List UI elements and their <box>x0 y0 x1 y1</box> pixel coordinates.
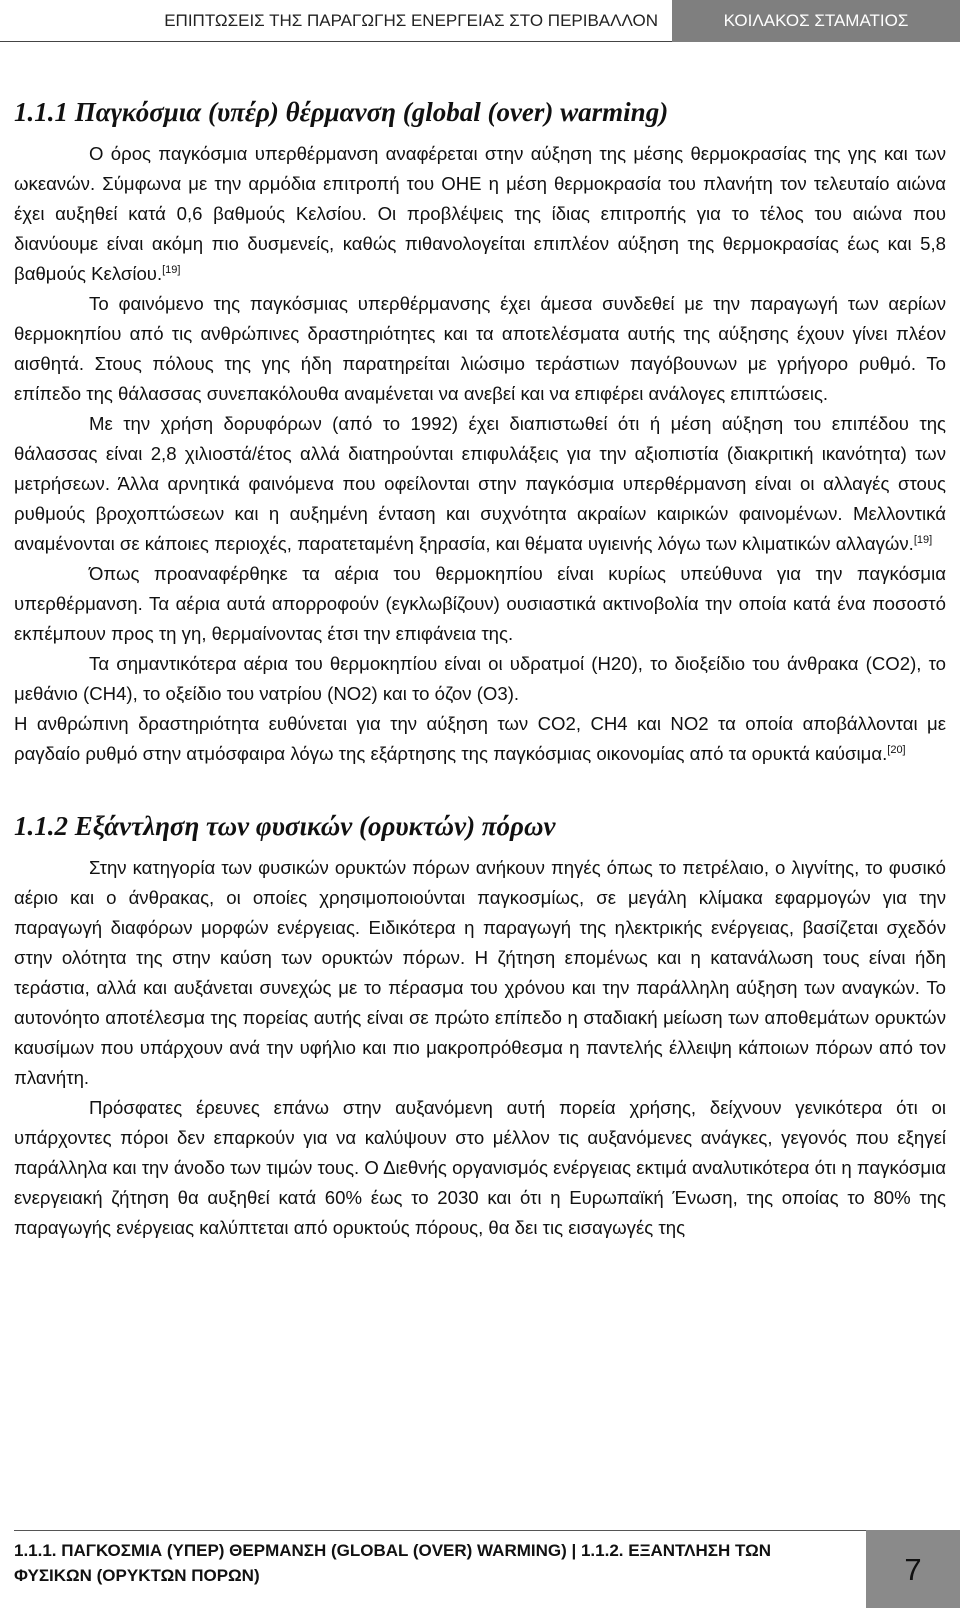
footer-divider <box>14 1530 866 1531</box>
paragraph-text: Ο όρος παγκόσμια υπερθέρμανση αναφέρεται στην αύξηση της μέσης θερμοκρασίας της γης και των ωκεανών. Σύμφωνα με την αρμόδια επιτροπή του ΟΗΕ η μέση θερμοκρασία του πλανήτη τον τελευταίο αιώνα έχει αυξηθεί κατά 0,6 βαθμούς Κελσίου. Οι προβλέψεις της ίδιας επιτροπής για το τέλος του αιώνα που διανύουμε είναι ακόμη πιο δυσμενείς, καθώς πιθανολογείται επιπλέον αύξηση της θερμοκρασίας έως και 5,8 βαθμούς Κελσίου. <box>14 143 946 284</box>
page-footer <box>0 1530 960 1610</box>
citation: [19] <box>913 534 933 546</box>
paragraph <box>14 139 946 289</box>
page-header <box>0 0 960 42</box>
section-heading-1-1-1: 1.1.1 Παγκόσμια (υπέρ) θέρμανση (global (over) warming) <box>14 97 669 127</box>
paragraph-text: Η ανθρώπινη δραστηριότητα ευθύνεται για την αύξηση των CO2, CH4 και NO2 τα οποία αποβάλλονται με ραγδαίο ρυθμό στην ατμόσφαιρα λόγω της εξάρτησης της παγκόσμιας οικονομίας από τα ορυκτά καύσιμα. <box>14 713 946 764</box>
paragraph: Το φαινόμενο της παγκόσμιας υπερθέρμανσης έχει άμεσα συνδεθεί με την παραγωγή των αερίων θερμοκηπίου από τις ανθρώπινες δραστηριότητες και τα αποτελέσματα αυτής της αύξησης έχουν γίνει πλέον αισθητά. Στους πόλους της γης ήδη παρατηρείται λιώσιμο τεράστιων παγόβουνων με γρήγορο ρυθμό. Το επίπεδο της θάλασσας συνεπακόλουθα αναμένεται να ανεβεί και να επιφέρει ανάλογες επιπτώσεις. <box>14 293 946 404</box>
paragraph: Πρόσφατες έρευνες επάνω στην αυξανόμενη αυτή πορεία χρήσης, δείχνουν γενικότερα ότι οι υπάρχοντες πόροι δεν επαρκούν για να καλύψουν στο μέλλον τις αυξανόμενες ανάγκες, γεγονός που εξηγεί παράλληλα και την άνοδο των τιμών τους. Ο Διεθνής οργανισμός ενέργειας εκτιμά αναλυτικότερα ότι η παγκόσμια ενεργειακή ζήτηση θα αυξηθεί κατά 60% έως το 2030 και ότι η Ευρωπαϊκή Ένωση, της οποίας το 80% της παραγωγής ενέργειας καλύπτεται από ορυκτούς πόρους, θα δει τις εισαγωγές της <box>14 1097 946 1238</box>
footer-section-title: 1.1.1. ΠΑΓΚΟΣΜΙΑ (ΥΠΕΡ) ΘΕΡΜΑΝΣΗ (GLOBAL (OVER) WARMING) | 1.1.2. ΕΞΑΝΤΛΗΣΗ ΤΩΝ ΦΥΣΙΚΩΝ (ΟΡΥΚΤΩΝ ΠΟΡΩΝ) <box>14 1541 771 1585</box>
paragraph: Όπως προαναφέρθηκε τα αέρια του θερμοκηπίου είναι κυρίως υπεύθυνα για την παγκόσμια υπερθέρμανση. Τα αέρια αυτά απορροφούν (εγκλωβίζουν) ουσιαστικά ακτινοβολία την οποία κατά ένα ποσοστό εκπέμπουν προς τη γη, θερμαίνοντας έτσι την επιφάνεια της. <box>14 563 946 644</box>
citation: [19] <box>162 264 181 276</box>
paragraph-text: Με την χρήση δορυφόρων (από το 1992) έχει διαπιστωθεί ότι ή μέση αύξηση του επιπέδου της θάλασσας είναι 2,8 χιλιοστά/έτος αλλά διατηρούνται επιφυλάξεις για την αξιοπιστία (διακριτική ικανότητα) των μετρήσεων. Άλλα αρνητικά φαινόμενα που οφείλονται στην παγκόσμια υπερθέρμανση είναι οι αλλαγές στους ρυθμούς βροχοπτώσεων και η αυξημένη ένταση και συχνότητα ακραίων καιρικών φαινομένων. Μελλοντικά αναμένονται σε κάποιες περιοχές, παρατεταμένη ξηρασία, και θέματα υγιεινής λόγω των κλιματικών αλλαγών. <box>14 413 946 554</box>
section-heading-1-1-2: 1.1.2 Εξάντληση των φυσικών (ορυκτών) πόρων <box>14 811 556 841</box>
document-title: ΕΠΙΠΤΩΣΕΙΣ ΤΗΣ ΠΑΡΑΓΩΓΗΣ ΕΝΕΡΓΕΙΑΣ ΣΤΟ ΠΕΡΙΒΑΛΛΟΝ <box>0 0 672 42</box>
citation: [20] <box>887 744 906 756</box>
page-number: 7 <box>866 1530 960 1608</box>
paragraph <box>14 409 946 559</box>
paragraph: Στην κατηγορία των φυσικών ορυκτών πόρων ανήκουν πηγές όπως το πετρέλαιο, ο λιγνίτης, το φυσικό αέριο και ο άνθρακας, οι οποίες χρησιμοποιούνται παγκοσμίως, σε μεγάλη κλίμακα εφαρμογών για την παραγωγή διαφόρων μορφών ενέργειας. Ειδικότερα η παραγωγή της ηλεκτρικής ενέργειας, βασίζεται σχεδόν στην ολότητα της στην καύση των ορυκτών πόρων. Η ζήτηση επομένως και η κατανάλωση τους είναι ήδη τεράστια, αλλά και αυξάνεται συνεχώς με το πέρασμα του χρόνου και την παράλληλη αύξηση των αναγκών. Το αυτονόητο αποτέλεσμα της πορείας αυτής είναι σε πρώτο επίπεδο η σταδιακή μείωση των αποθεμάτων ορυκτών καυσίμων που υπάρχουν ανά την υφήλιο και πιο μακροπρόθεσμα η παντελής έλλειψη κάποιων πόρων από τον πλανήτη. <box>14 857 946 1088</box>
page-content <box>14 95 946 1243</box>
paragraph <box>14 709 946 769</box>
paragraph: Τα σημαντικότερα αέρια του θερμοκηπίου είναι οι υδρατμοί (Η20), το διοξείδιο του άνθρακα (CO2), το μεθάνιο (CH4), το οξείδιο του νατρίου (NO2) και το όζον (O3). <box>14 653 946 704</box>
author-name: ΚΟΙΛΑΚΟΣ ΣΤΑΜΑΤΙΟΣ <box>672 0 960 42</box>
